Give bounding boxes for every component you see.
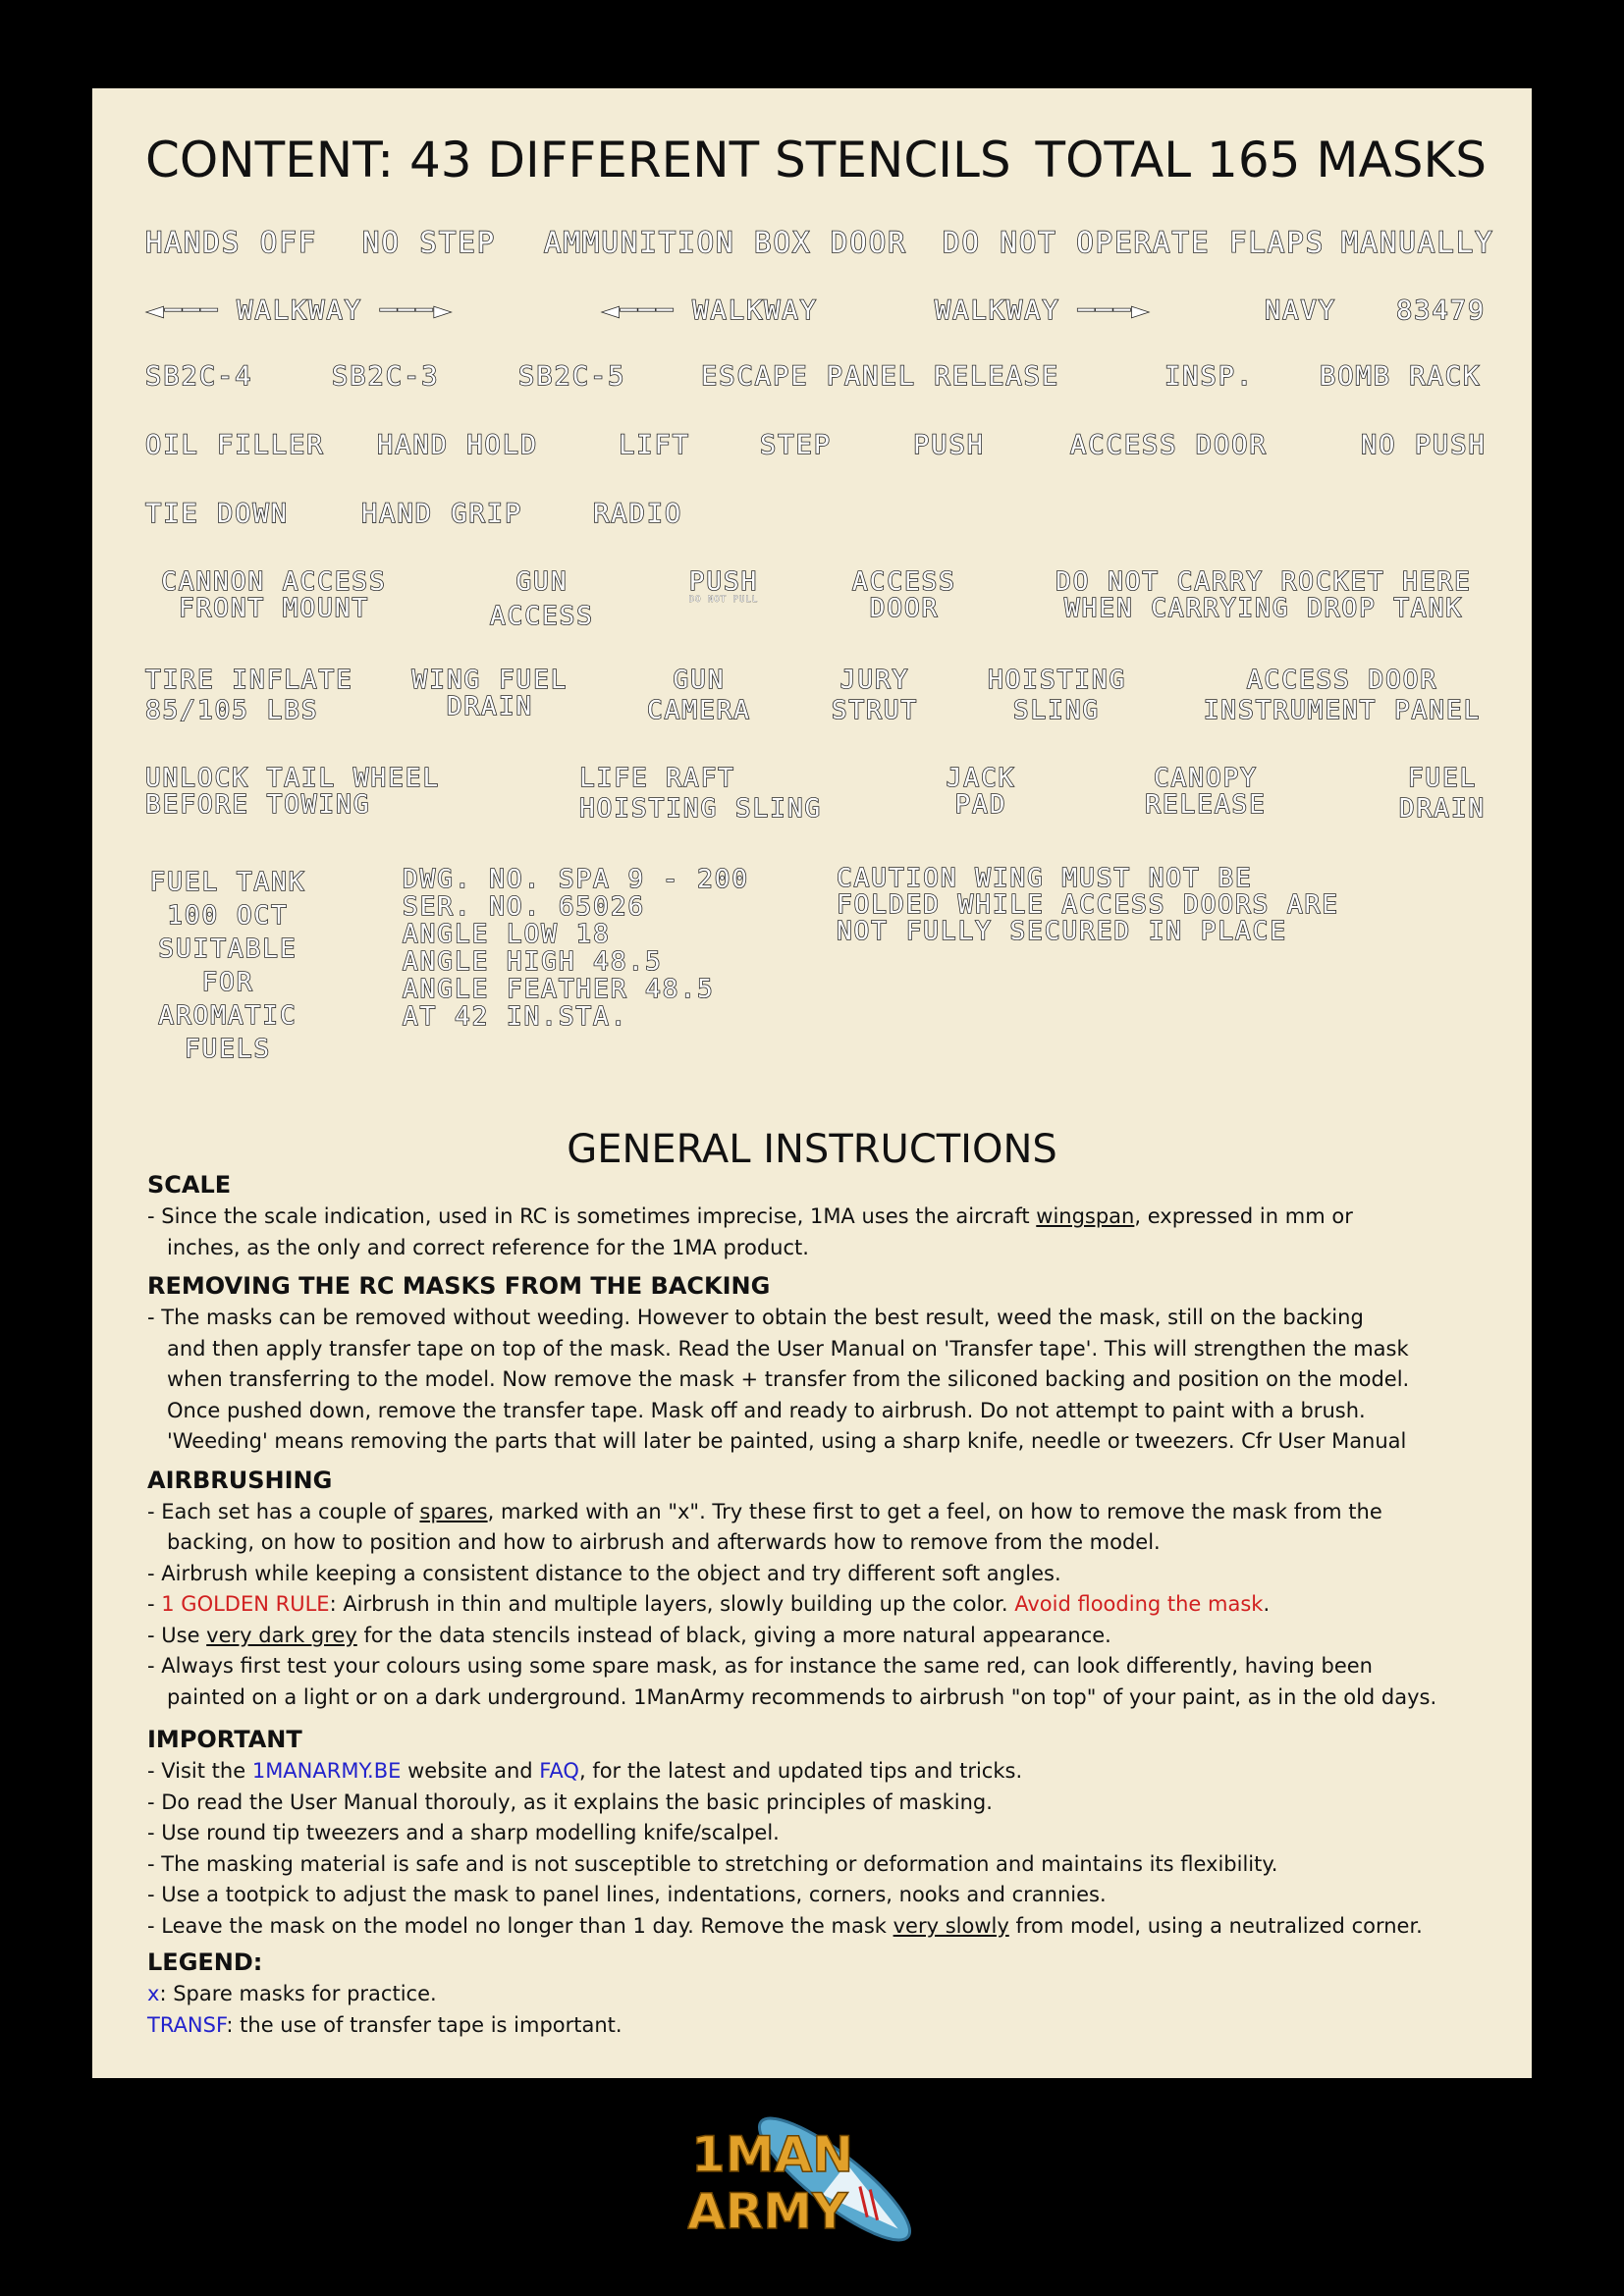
- visit-text: - Visit the: [147, 1759, 252, 1783]
- stencil-hoist-line2: SLING: [1012, 696, 1101, 726]
- stencil-caution-block: [837, 866, 1339, 945]
- stencil-tail-line2: BEFORE TOWING: [145, 790, 371, 821]
- stencil-unlock-tail-wheel: [145, 766, 440, 820]
- stencil-sb2c-5: SB2C-5: [518, 361, 626, 392]
- stencil-fueltank-line3: SUITABLE: [158, 934, 298, 964]
- stencil-83479: 83479: [1396, 295, 1487, 326]
- scale-line-2: inches, as the only and correct reference for the 1MA product.: [167, 1235, 809, 1259]
- legend-x: [147, 1979, 1522, 2010]
- airbrushing-line-2: backing, on how to position and how to airbrush and afterwards how to remove from the model.: [167, 1530, 1161, 1554]
- important-line-4: - The masking material is safe and is not susceptible to stretching or deformation and maintains its flexibility.: [147, 1851, 1278, 1876]
- stencil-step: STEP: [760, 430, 833, 460]
- leave-text: - Leave the mask on the model no longer than 1 day. Remove the mask: [147, 1913, 893, 1938]
- airbrushing-line-3: - Airbrush while keeping a consistent distance to the object and try different soft angles.: [147, 1561, 1061, 1585]
- use-text: - Use: [147, 1623, 207, 1647]
- stencil-no-push: NO PUSH: [1361, 430, 1487, 460]
- stencil-dwg-line2: SER. NO. 65026: [403, 892, 646, 922]
- scale-text-end: , expressed in mm or: [1134, 1204, 1353, 1228]
- scale-heading: SCALE: [147, 1171, 232, 1199]
- airbrushing-line-4: [147, 1589, 1522, 1621]
- very-slowly-term: very slowly: [893, 1913, 1009, 1938]
- stencil-tire-line2: 85/105 LBS: [145, 696, 319, 726]
- website-and-text: website and: [401, 1759, 540, 1783]
- removing-line-1: - The masks can be removed without weeding. However to obtain the best result, weed the mask, still on the backing: [147, 1306, 1364, 1329]
- legend-transf: [147, 2010, 1522, 2042]
- removing-line-2: and then apply transfer tape on top of the mask. Read the User Manual on 'Transfer tape'. This will strengthen the mask: [167, 1336, 1409, 1361]
- legend-transf-text: : the use of transfer tape is important.: [226, 2012, 623, 2037]
- stencil-instrument-panel: [1198, 667, 1487, 725]
- stencil-push-dnp: [679, 569, 768, 606]
- stencil-camera-line2: CAMERA: [647, 696, 751, 726]
- logo-word-1man: 1MAN: [691, 2126, 854, 2183]
- leave-text-end: from model, using a neutralized corner.: [1008, 1913, 1423, 1938]
- stencil-jury-strut: [821, 667, 929, 725]
- stencil-fueltank-line5: AROMATIC: [158, 1001, 298, 1031]
- scale-text: - Since the scale indication, used in RC is sometimes imprecise, 1MA uses the aircraft: [147, 1204, 1037, 1228]
- stencil-inst-line1: ACCESS DOOR: [1246, 666, 1438, 695]
- tips-text: , for the latest and updated tips and tricks.: [578, 1759, 1023, 1783]
- airbrushing-text: - Each set has a couple of: [147, 1499, 420, 1523]
- airbrushing-heading: AIRBRUSHING: [147, 1466, 333, 1494]
- faq-link[interactable]: FAQ: [539, 1759, 579, 1783]
- stencil-do-not-pull: DO NOT PULL: [688, 595, 759, 606]
- stencil-gun-line1: GUN: [515, 567, 568, 597]
- stencil-access-door-2: [840, 569, 968, 623]
- stencil-wing-fuel-drain: [406, 667, 573, 721]
- important-line-3: - Use round tip tweezers and a sharp modelling knife/scalpel.: [147, 1821, 780, 1844]
- stencil-jack-pad: [937, 766, 1025, 820]
- stencil-jack-line1: JACK: [946, 764, 1016, 793]
- stencil-fueltank-line1: FUEL TANK: [149, 868, 306, 897]
- airbrushing-line-7: painted on a light or on a dark underground. 1ManArmy recommends to airbrush "on top" of your paint, as in the old days.: [167, 1684, 1437, 1709]
- stencil-jury-line1: JURY: [839, 666, 910, 695]
- logo-word-army: ARMY: [687, 2183, 848, 2240]
- stencil-do-not-operate-flaps: DO NOT OPERATE FLAPS: [943, 226, 1326, 259]
- stencil-cannon-line1: CANNON ACCESS: [161, 567, 387, 597]
- stencil-dwg-line4: ANGLE HIGH 48.5: [403, 947, 663, 977]
- instructions-body: [147, 1168, 1522, 2041]
- stencil-dwg-line3: ANGLE LOW 18: [403, 920, 611, 949]
- stencil-raft-line2: HOISTING SLING: [579, 794, 823, 825]
- stencil-walkway-left: ◄─── WALKWAY: [603, 295, 819, 326]
- spares-term: spares: [419, 1499, 488, 1523]
- stencil-hand-grip: HAND GRIP: [361, 499, 523, 529]
- stencil-canopy-line1: CANOPY: [1154, 764, 1258, 793]
- scale-line-1: [147, 1201, 1522, 1233]
- stencil-hands-off: HANDS OFF: [145, 226, 318, 259]
- stencil-bomb-rack: BOMB RACK: [1320, 361, 1482, 392]
- removing-line-5: 'Weeding' means removing the parts that will later be painted, using a sharp knife, needle or tweezers. Cfr User Manual: [167, 1429, 1407, 1453]
- stencil-radio: RADIO: [593, 499, 683, 529]
- stencil-gun-access: [477, 569, 607, 631]
- stencil-rocket-line2: WHEN CARRYING DROP TANK: [1063, 594, 1464, 624]
- wingspan-term: wingspan: [1036, 1204, 1135, 1228]
- stencil-insp: INSP.: [1164, 361, 1255, 392]
- stencil-access-line1: ACCESS: [852, 567, 956, 597]
- mask-sheet: [92, 88, 1532, 2078]
- stencil-wing-line1: WING FUEL: [411, 666, 568, 695]
- golden-rule-text: : Airbrush in thin and multiple layers, slowly building up the color.: [329, 1592, 1015, 1616]
- removing-line-3: when transferring to the model. Now remove the mask + transfer from the siliconed backing and position on the model.: [167, 1367, 1410, 1391]
- important-line-2: - Do read the User Manual thorouly, as it explains the basic principles of masking.: [147, 1789, 993, 1814]
- stencil-fuel-tank: [145, 866, 310, 1066]
- stencil-ammunition-box-door: AMMUNITION BOX DOOR: [544, 226, 907, 259]
- stencil-escape-panel-release: ESCAPE PANEL RELEASE: [701, 361, 1060, 392]
- stencil-dwg-line1: DWG. NO. SPA 9 - 200: [403, 865, 750, 894]
- stencil-hoist-line1: HOISTING: [988, 666, 1127, 695]
- stencil-dwg-block: [403, 866, 749, 1031]
- stencil-jack-line2: PAD: [954, 790, 1007, 821]
- stencil-caution-line1: CAUTION WING MUST NOT BE: [837, 864, 1253, 893]
- stencil-dwg-line5: ANGLE FEATHER 48.5: [403, 975, 715, 1004]
- stencil-sb2c-3: SB2C-3: [332, 361, 440, 392]
- avoid-flooding: Avoid flooding the mask: [1014, 1592, 1264, 1616]
- stencil-fuel-line2: DRAIN: [1398, 794, 1487, 825]
- important-line-5: - Use a tootpick to adjust the mask to panel lines, indentations, corners, nooks and crannies.: [147, 1883, 1107, 1906]
- stencil-tail-line1: UNLOCK TAIL WHEEL: [145, 764, 441, 793]
- important-line-1: [147, 1756, 1522, 1788]
- airbrushing-line-5: [147, 1621, 1522, 1652]
- legend-x-text: : Spare masks for practice.: [159, 1982, 437, 2005]
- stencil-gun-camera: [638, 667, 760, 725]
- dark-grey-term: very dark grey: [206, 1623, 357, 1647]
- stencil-canopy-line2: RELEASE: [1145, 790, 1267, 821]
- stencil-lift: LIFT: [619, 430, 691, 460]
- stencil-life-raft: [579, 766, 822, 824]
- stencil-raft-line1: LIFE RAFT: [579, 764, 735, 793]
- stencil-cannon-line2: FRONT MOUNT: [178, 594, 370, 624]
- stencil-no-step: NO STEP: [362, 226, 497, 259]
- stencil-walkway-both: ◄─── WALKWAY ───►: [147, 295, 453, 326]
- airbrushing-text-end: , marked with an "x". Try these first to get a feel, on how to remove the mask from the: [487, 1499, 1382, 1523]
- stencil-camera-line1: GUN: [673, 666, 726, 695]
- content-header: [145, 132, 1487, 200]
- stencil-hand-hold: HAND HOLD: [377, 430, 539, 460]
- legend-heading: LEGEND:: [147, 1949, 263, 1976]
- stencil-fuel-drain: [1398, 766, 1487, 824]
- stencil-jury-line2: STRUT: [831, 696, 919, 726]
- stencil-access-door: ACCESS DOOR: [1070, 430, 1268, 460]
- stencil-tire-inflate: [145, 667, 353, 725]
- airbrushing-line-6: - Always first test your colours using some spare mask, as for instance the same red, can look differently, having been: [147, 1654, 1373, 1678]
- stencil-walkway-right: WALKWAY ───►: [935, 295, 1151, 326]
- stencil-canopy-release: [1137, 766, 1274, 820]
- stencil-fueltank-line4: FOR: [201, 968, 254, 997]
- line-end: .: [1263, 1592, 1271, 1616]
- stencil-fueltank-line6: FUELS: [184, 1035, 272, 1064]
- stencil-fueltank-line2: 100 OCT: [167, 901, 289, 931]
- bullet-dash: -: [147, 1592, 162, 1616]
- stencil-rocket-warning: [1043, 569, 1485, 623]
- legend-transf-key: TRANSF: [147, 2012, 227, 2037]
- important-line-6: [147, 1911, 1522, 1943]
- use-text-end: for the data stencils instead of black, giving a more natural appearance.: [356, 1623, 1111, 1647]
- stencil-rocket-line1: DO NOT CARRY ROCKET HERE: [1056, 567, 1472, 597]
- stencil-gun-line2: ACCESS: [490, 602, 594, 632]
- stencil-wing-line2: DRAIN: [446, 692, 534, 722]
- content-count: CONTENT: 43 DIFFERENT STENCILS: [145, 132, 1011, 188]
- stencil-fuel-line1: FUEL: [1407, 764, 1478, 793]
- stencil-tire-line1: TIRE INFLATE: [145, 666, 353, 695]
- removing-heading: REMOVING THE RC MASKS FROM THE BACKING: [147, 1272, 771, 1300]
- general-instructions-title: GENERAL INSTRUCTIONS: [567, 1127, 1057, 1172]
- legend-x-key: x: [147, 1982, 160, 2005]
- stencil-caution-line2: FOLDED WHILE ACCESS DOORS ARE: [837, 890, 1339, 920]
- website-link[interactable]: 1MANARMY.BE: [251, 1759, 402, 1783]
- total-masks: TOTAL 165 MASKS: [1035, 132, 1487, 188]
- stencil-push-label: PUSH: [688, 567, 759, 597]
- stencil-oil-filler: OIL FILLER: [145, 430, 325, 460]
- stencil-hoisting-sling: [988, 667, 1125, 725]
- stencil-inst-line2: INSTRUMENT PANEL: [1203, 696, 1482, 726]
- stencil-push: PUSH: [913, 430, 986, 460]
- stencil-navy: NAVY: [1265, 295, 1337, 326]
- 1manarmy-logo: [687, 2101, 923, 2268]
- logo-graphic: [687, 2101, 923, 2268]
- stencil-access-line2: DOOR: [869, 594, 940, 624]
- stencil-sb2c-4: SB2C-4: [145, 361, 253, 392]
- airbrushing-line-1: [147, 1497, 1522, 1528]
- important-heading: IMPORTANT: [147, 1726, 302, 1753]
- stencil-caution-line3: NOT FULLY SECURED IN PLACE: [837, 917, 1287, 946]
- stencil-tie-down: TIE DOWN: [145, 499, 290, 529]
- golden-rule: 1 GOLDEN RULE: [161, 1592, 330, 1616]
- stencil-cannon-access: [145, 569, 403, 623]
- removing-line-4: Once pushed down, remove the transfer tape. Mask off and ready to airbrush. Do not attempt to paint with a brush.: [167, 1398, 1366, 1422]
- stencil-dwg-line6: AT 42 IN.STA.: [403, 1002, 628, 1032]
- stencil-manually: MANUALLY: [1341, 226, 1494, 259]
